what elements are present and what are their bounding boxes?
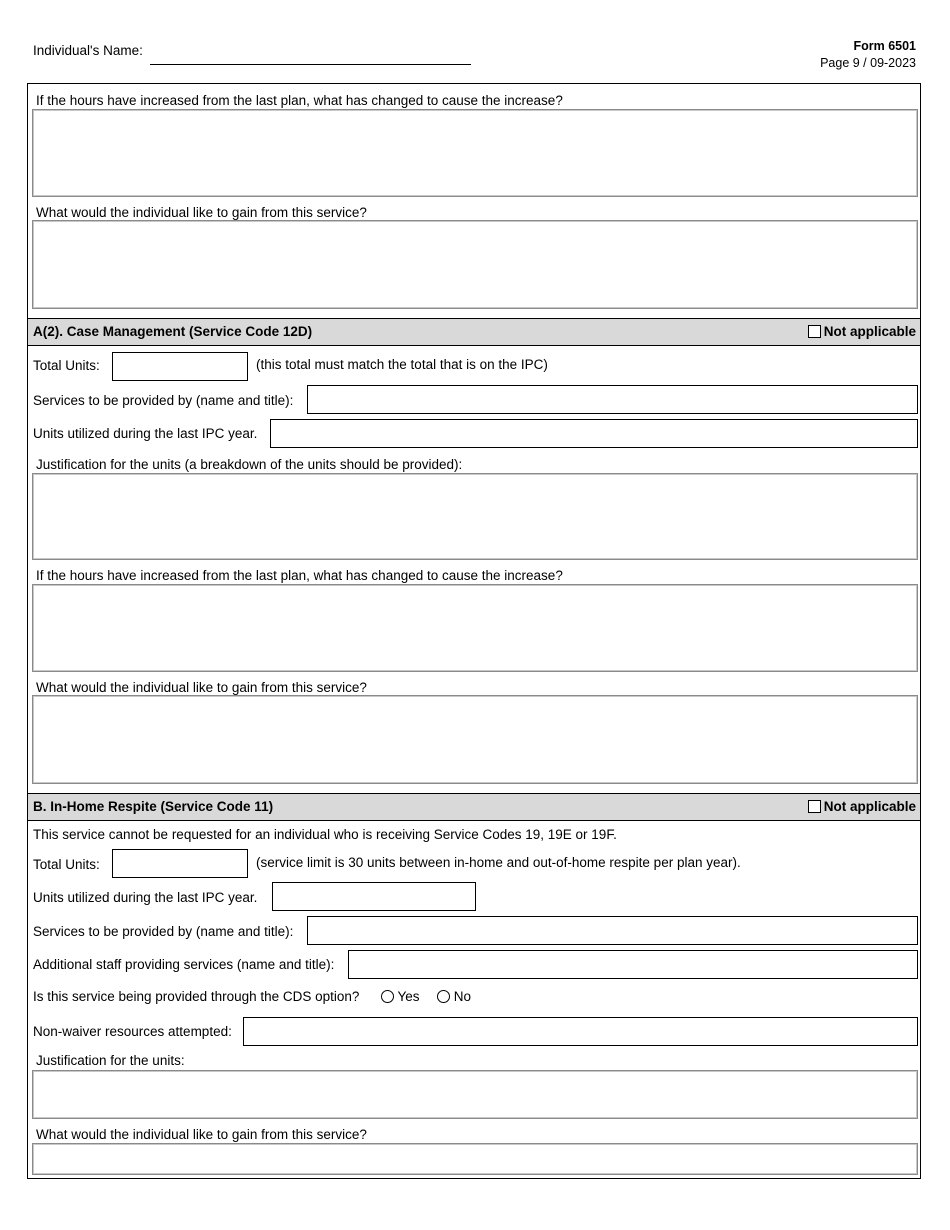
justification-box[interactable]: [32, 473, 918, 560]
not-applicable-label: Not applicable: [823, 799, 916, 814]
units-utilized-label: Units utilized during the last IPC year.: [33, 426, 258, 441]
increase-answer-box[interactable]: [32, 109, 918, 197]
form-number: Form 6501: [853, 39, 916, 53]
gain-answer-box[interactable]: [32, 220, 918, 309]
total-units-input[interactable]: [112, 352, 248, 381]
respite-section-header: [28, 793, 920, 821]
nonwaiver-input[interactable]: [243, 1017, 918, 1046]
respite-total-units-input[interactable]: [112, 849, 248, 878]
case-management-section-header: [28, 318, 920, 346]
respite-gain-answer-box[interactable]: [32, 1143, 918, 1175]
cds-yes-label: Yes: [397, 989, 420, 1004]
respite-title: B. In-Home Respite (Service Code 11): [33, 799, 274, 814]
additional-staff-label: Additional staff providing services (name and title):: [33, 957, 335, 972]
not-applicable-checkbox[interactable]: [808, 800, 821, 813]
cds-no-option[interactable]: [437, 989, 471, 1004]
provided-by-input[interactable]: [307, 385, 918, 414]
page-info: Page 9 / 09-2023: [820, 56, 916, 70]
units-utilized-input[interactable]: [270, 419, 918, 448]
individual-name-field[interactable]: [150, 64, 471, 65]
additional-staff-input[interactable]: [348, 950, 918, 979]
respite-provided-by-input[interactable]: [307, 916, 918, 945]
respite-justification-box[interactable]: [32, 1070, 918, 1119]
cm-increase-answer-box[interactable]: [32, 584, 918, 672]
respite-not-applicable[interactable]: [808, 799, 916, 814]
cds-yes-radio[interactable]: [381, 990, 394, 1003]
cds-no-label: No: [453, 989, 472, 1004]
case-management-title: A(2). Case Management (Service Code 12D): [33, 324, 313, 339]
gain-question-label: What would the individual like to gain from this service?: [36, 205, 367, 220]
provided-by-label: Services to be provided by (name and title):: [33, 393, 294, 408]
cm-gain-question-label: What would the individual like to gain from this service?: [36, 680, 367, 695]
respite-total-units-note: (service limit is 30 units between in-home and out-of-home respite per plan year).: [256, 855, 741, 870]
not-applicable-label: Not applicable: [823, 324, 916, 339]
cds-yes-option[interactable]: [381, 989, 420, 1004]
cm-gain-answer-box[interactable]: [32, 695, 918, 784]
cds-no-radio[interactable]: [437, 990, 450, 1003]
cm-increase-question-label: If the hours have increased from the last plan, what has changed to cause the increase?: [36, 568, 563, 583]
respite-units-utilized-label: Units utilized during the last IPC year.: [33, 890, 258, 905]
respite-justification-label: Justification for the units:: [36, 1053, 185, 1068]
cds-question: Is this service being provided through the CDS option?: [33, 989, 360, 1004]
total-units-note: (this total must match the total that is on the IPC): [256, 357, 548, 372]
not-applicable-checkbox[interactable]: [808, 325, 821, 338]
nonwaiver-label: Non-waiver resources attempted:: [33, 1024, 232, 1039]
total-units-label: Total Units:: [33, 358, 100, 373]
individual-name-label: Individual's Name:: [33, 43, 143, 58]
increase-question-label: If the hours have increased from the last plan, what has changed to cause the increase?: [36, 93, 563, 108]
respite-provided-by-label: Services to be provided by (name and title):: [33, 924, 294, 939]
respite-units-utilized-input[interactable]: [272, 882, 476, 911]
respite-gain-question-label: What would the individual like to gain from this service?: [36, 1127, 367, 1142]
case-management-not-applicable[interactable]: [808, 324, 916, 339]
respite-total-units-label: Total Units:: [33, 857, 100, 872]
justification-label: Justification for the units (a breakdown of the units should be provided):: [36, 457, 463, 472]
respite-restriction-text: This service cannot be requested for an individual who is receiving Service Codes 19, 19E or 19F.: [33, 827, 617, 842]
